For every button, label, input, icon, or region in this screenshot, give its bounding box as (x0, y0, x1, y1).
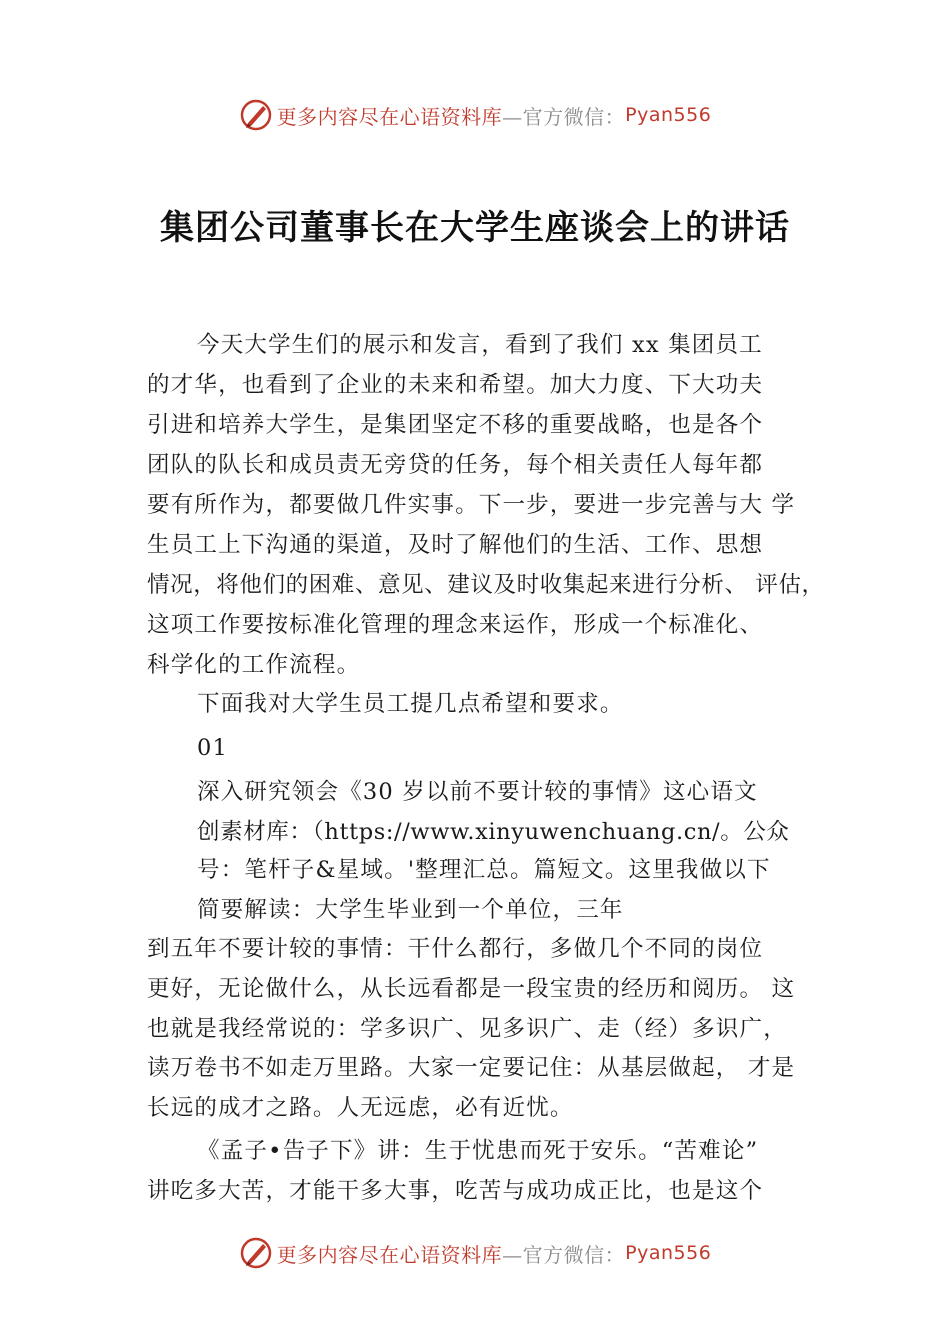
pen-logo-icon (239, 98, 273, 132)
body-line: 这项工作要按标准化管理的理念来运作，形成一个标准化、 (147, 612, 764, 638)
body-line: 科学化的工作流程。 (147, 652, 361, 678)
body-line: 读万卷书不如走万里路。大家一定要记住：从基层做起， 才是 (147, 1055, 796, 1081)
body-line: 团队的队长和成员责无旁贷的任务，每个相关责任人每年都 (147, 452, 764, 478)
banner-brand-text: 更多内容尽在心语资料库 (276, 104, 503, 129)
body-line: 也就是我经常说的：学多识广、见多识广、走（经）多识广， (147, 1016, 787, 1042)
body-line: 今天大学生们的展示和发言，看到了我们 xx 集团员工 (197, 332, 763, 358)
pen-logo-icon (239, 1236, 273, 1270)
body-line: 深入研究领会《30 岁以前不要计较的事情》这心语文 (197, 779, 758, 805)
body-line: 要有所作为，都要做几件实事。下一步，要进一步完善与大 学 (147, 492, 796, 518)
body-line: 长远的成才之路。人无远虑，必有近忧。 (147, 1095, 574, 1121)
body-line: 情况，将他们的困难、意见、建议及时收集起来进行分析、 评估， (147, 572, 825, 598)
body-line: 号：笔杆子&星域。'整理汇总。篇短文。这里我做以下 (197, 857, 771, 883)
banner-wechat-id: Pyan556 (625, 1242, 712, 1264)
body-line: 更好，无论做什么，从长远看都是一段宝贵的经历和阅历。 这 (147, 976, 796, 1002)
banner-wechat-label: —官方微信： (502, 104, 626, 129)
banner-wechat-id: Pyan556 (625, 104, 712, 126)
body-line: 到五年不要计较的事情：干什么都行，多做几个不同的岗位 (147, 936, 764, 962)
body-line: 下面我对大学生员工提几点希望和要求。 (197, 691, 624, 717)
body-line: 简要解读：大学生毕业到一个单位，三年 (197, 897, 624, 923)
banner-brand-text: 更多内容尽在心语资料库 (276, 1242, 503, 1267)
body-line: 创素材库：（https://www.xinyuwenchuang.cn/。公众 (197, 819, 790, 845)
body-line: 引进和培养大学生，是集团坚定不移的重要战略，也是各个 (147, 412, 764, 438)
body-line: 的才华，也看到了企业的未来和希望。加大力度、下大功夫 (147, 372, 764, 398)
header-banner (0, 95, 950, 135)
body-line: 生员工上下沟通的渠道，及时了解他们的生活、工作、思想 (147, 532, 764, 558)
body-line: 《孟子•告子下》讲：生于忧患而死于安乐。“苦难论” (197, 1138, 759, 1164)
document-title: 集团公司董事长在大学生座谈会上的讲话 (160, 208, 790, 248)
body-line: 讲吃多大苦，才能干多大事，吃苦与成功成正比，也是这个 (147, 1178, 764, 1204)
section-number: 01 (197, 735, 229, 761)
footer-banner (0, 1233, 950, 1273)
banner-wechat-label: —官方微信： (502, 1242, 626, 1267)
